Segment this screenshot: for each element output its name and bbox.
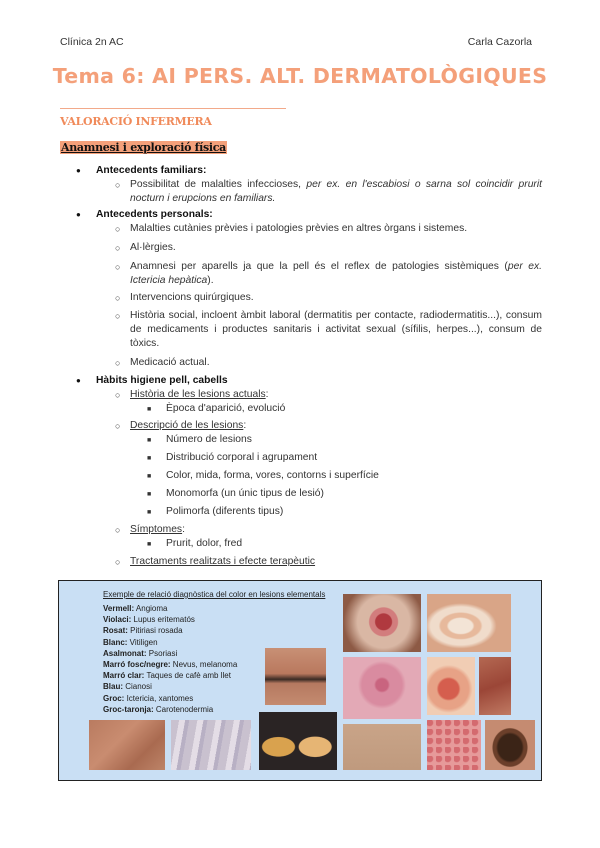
eyelid-photo [265, 648, 326, 705]
row-value: Psoriasi [146, 648, 178, 658]
panel-row [103, 637, 237, 648]
row-value: Vitiligen [127, 637, 158, 647]
elbow-psoriasis-photo [427, 657, 475, 715]
desc-item-3: ■ Color, mida, forma, vores, contorns i superfície [166, 469, 536, 483]
row-value: Pitiriasi rosada [127, 626, 183, 636]
pers-3c: ). [207, 275, 214, 286]
pers-title: ● Antecedents personals: [96, 208, 540, 222]
yellow-hands-photo [259, 712, 337, 770]
row-value: Ictericia, xantomes [124, 693, 194, 703]
row-value: Nevus, melanoma [170, 660, 238, 670]
simp-item-1: ■ Prurit, dolor, fred [166, 537, 536, 551]
section-heading: Anamnesi i exploració física [61, 141, 226, 154]
beige-skin-photo [343, 724, 421, 770]
row-key: Rosat: [103, 626, 128, 636]
pers-3a: Anamnesi per aparells ja que la pell és el reflex de patologies sistèmiques ( [130, 261, 508, 272]
panel-row [103, 659, 237, 670]
row-key: Marró fosc/negre: [103, 660, 171, 670]
hist-item-1: ■ Època d'aparició, evolució [166, 402, 536, 416]
trac-title [130, 555, 542, 569]
panel-list [103, 603, 237, 715]
simp-title [130, 523, 542, 537]
desc-item-2: ■ Distribució corporal i agrupament [166, 451, 536, 465]
row-value: Taques de cafè amb llet [144, 671, 231, 681]
skin-closeup-photo [89, 720, 165, 770]
mole-photo [485, 720, 535, 770]
panel-row [103, 681, 237, 692]
fam-title: ● Antecedents familiars: [96, 164, 540, 178]
desc-item-4: ■ Monomorfa (un únic tipus de lesió) [166, 487, 536, 501]
panel-row [103, 625, 237, 636]
simp-title-text: Símptomes [130, 524, 183, 535]
row-value: Carotenodermia [153, 704, 214, 714]
pers-item-3 [130, 260, 542, 288]
panel-row [103, 670, 237, 681]
row-value: Cianosi [123, 682, 152, 692]
row-key: Groc: [103, 693, 125, 703]
fam-item [130, 178, 542, 206]
row-key: Violaci: [103, 615, 132, 625]
color-diagnosis-panel [58, 580, 542, 781]
panel-row [103, 648, 237, 659]
header-right: Carla Cazorla [467, 36, 532, 48]
panel-row [103, 704, 237, 715]
page-title: Tema 6: AI PERS. ALT. DERMATOLÒGIQUES [52, 64, 548, 88]
simp-colon: : [182, 524, 185, 535]
angioma-photo [343, 594, 421, 652]
header-left: Clínica 2n AC [60, 36, 124, 48]
panel-title: Exemple de relació diagnòstica del color en lesions elementals [103, 590, 326, 599]
panel-row [103, 603, 237, 614]
row-key: Groc-taronja: [103, 704, 154, 714]
row-key: Asalmonat: [103, 648, 147, 658]
row-key: Blanc: [103, 637, 128, 647]
vitiligo-hand-photo [427, 594, 511, 652]
panel-row [103, 614, 237, 625]
desc-colon: : [243, 420, 247, 431]
pers-item-2: ○ Al·lèrgies. [130, 241, 542, 255]
row-key: Vermell: [103, 604, 135, 613]
fam-item-a: Possibilitat de malalties infeccioses, [130, 179, 307, 190]
pers-item-5: ○ Història social, incloent àmbit laboral (dermatitis per contacte, radiodermatitis...), consum de medicaments i productes sanitaris i activitat sexual (sífilis, herpes...), consum de tòxics. [130, 309, 542, 351]
panel-row [103, 693, 237, 704]
desc-item-5: ■ Polimorfa (diferents tipus) [166, 505, 536, 519]
row-value: Angioma [134, 604, 168, 613]
hab-title: ● Hàbits higiene pell, cabells [96, 374, 540, 388]
pers-item-4: ○ Intervencions quirúrgiques. [130, 291, 542, 305]
red-rash-photo [427, 720, 481, 770]
hist-colon: : [265, 389, 269, 400]
section-subtitle: VALORACIÓ INFERMERA [60, 115, 212, 128]
desc-title-text: Descripció de les lesions [130, 420, 244, 431]
row-value: Lupus eritematós [131, 615, 195, 625]
pers-item-6: ○ Medicació actual. [130, 356, 542, 370]
hist-title-text: Història de les lesions actuals [130, 389, 266, 400]
fam-item-b: per ex. en l'escabiosi o sarna sol coincidir prurit nocturn i erupcions en familiars. [130, 179, 542, 204]
desc-title [130, 419, 542, 433]
pers-3b: per ex. Ictericia hepàtica [130, 261, 543, 286]
desc-item-1: ■ Número de lesions [166, 433, 536, 447]
pink-rash-photo [343, 657, 421, 719]
lupus-arm-photo [479, 657, 511, 715]
trac-title-text: Tractaments realitzats i efecte terapèutic [130, 556, 316, 567]
divider [60, 108, 286, 109]
hist-title [130, 388, 542, 402]
row-key: Marró clar: [103, 671, 145, 681]
row-key: Blau: [103, 682, 123, 692]
pale-fingers-photo [171, 720, 251, 770]
pers-item-1: ○ Malalties cutànies prèvies i patologies prèvies en altres òrgans i sistemes. [130, 222, 542, 236]
